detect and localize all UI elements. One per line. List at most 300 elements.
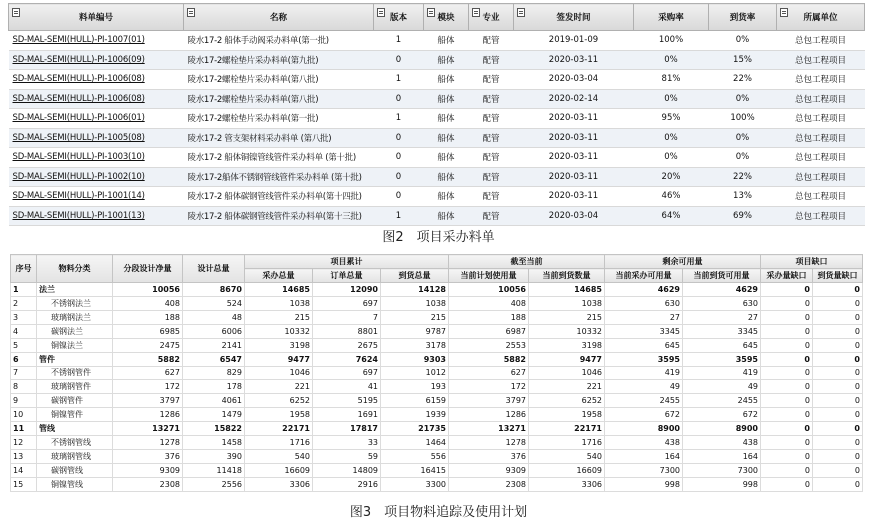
- cell-value: 2556: [183, 477, 245, 491]
- cell-value: 27: [683, 310, 761, 324]
- cell-value: 215: [245, 310, 313, 324]
- purchase-list-row[interactable]: [9, 109, 865, 129]
- cell-value: 0: [813, 463, 863, 477]
- cell-value: 164: [683, 450, 761, 464]
- figure-2-caption: 图2 项目采办料单: [382, 230, 495, 245]
- tracking-row[interactable]: [11, 422, 863, 436]
- column-header-seq[interactable]: 序号: [11, 255, 37, 283]
- cell-discipline: 配管: [469, 128, 514, 148]
- cell-version: 0: [374, 89, 424, 109]
- cell-value: 17817: [313, 422, 381, 436]
- cell-value: 9787: [381, 324, 449, 338]
- cell-version: 1: [374, 206, 424, 226]
- cell-value: 829: [183, 366, 245, 380]
- cell-value: 524: [183, 296, 245, 310]
- cell-category: 碳钢法兰: [37, 324, 113, 338]
- cell-value: 0: [761, 380, 813, 394]
- column-list-icon: [377, 8, 385, 17]
- cell-seq: 12: [11, 436, 37, 450]
- cell-unit: 总包工程项目: [777, 50, 865, 70]
- cell-value: 0: [813, 450, 863, 464]
- cell-value: 556: [381, 450, 449, 464]
- column-list-icon: [517, 8, 525, 17]
- cell-value: 11418: [183, 463, 245, 477]
- cell-value: 3300: [381, 477, 449, 491]
- cell-value: 1479: [183, 408, 245, 422]
- cell-value: 0: [761, 436, 813, 450]
- cell-purchase-rate: 81%: [634, 70, 709, 90]
- cell-value: 178: [183, 380, 245, 394]
- cell-issue-date: 2020-03-04: [514, 206, 634, 226]
- cell-category: 不锈钢法兰: [37, 296, 113, 310]
- cell-value: 6547: [183, 352, 245, 366]
- cell-value: 1046: [529, 366, 605, 380]
- cell-version: 0: [374, 187, 424, 207]
- cell-value: 1958: [529, 408, 605, 422]
- cell-value: 697: [313, 296, 381, 310]
- cell-value: 215: [381, 310, 449, 324]
- purchase-list-table: [8, 3, 865, 226]
- cell-value: 645: [683, 338, 761, 352]
- cell-value: 9477: [245, 352, 313, 366]
- cell-value: 0: [813, 380, 863, 394]
- cell-value: 164: [605, 450, 683, 464]
- cell-value: 630: [605, 296, 683, 310]
- cell-arrival-rate: 0%: [709, 89, 777, 109]
- cell-version: 0: [374, 167, 424, 187]
- cell-value: 408: [113, 296, 183, 310]
- cell-value: 6252: [529, 394, 605, 408]
- cell-value: 16609: [245, 463, 313, 477]
- cell-seq: 4: [11, 324, 37, 338]
- column-header-arrival-available[interactable]: 当前到货可用量: [683, 269, 761, 283]
- cell-unit: 总包工程项目: [777, 31, 865, 51]
- cell-value: 2141: [183, 338, 245, 352]
- column-header-arrived-qty[interactable]: 当前到货数量: [529, 269, 605, 283]
- cell-value: 215: [529, 310, 605, 324]
- cell-name: 陵水17-2 船体手动阀采办料单(第一批): [184, 31, 374, 51]
- column-list-icon: [472, 8, 480, 17]
- cell-value: 672: [683, 408, 761, 422]
- cell-category: 管线: [37, 422, 113, 436]
- cell-value: 697: [313, 366, 381, 380]
- tracking-row[interactable]: [11, 283, 863, 297]
- cell-value: 14809: [313, 463, 381, 477]
- cell-value: 49: [605, 380, 683, 394]
- cell-value: 14685: [529, 283, 605, 297]
- cell-purchase-rate: 64%: [634, 206, 709, 226]
- cell-value: 14685: [245, 283, 313, 297]
- cell-value: 7300: [683, 463, 761, 477]
- cell-value: 2916: [313, 477, 381, 491]
- cell-value: 3306: [529, 477, 605, 491]
- cell-purchase-rate: 95%: [634, 109, 709, 129]
- cell-value: 5882: [113, 352, 183, 366]
- cell-value: 0: [813, 422, 863, 436]
- column-list-icon: [12, 8, 20, 17]
- cell-value: 438: [605, 436, 683, 450]
- cell-discipline: 配管: [469, 50, 514, 70]
- column-header-purchase-available[interactable]: 当前采办可用量: [605, 269, 683, 283]
- cell-arrival-rate: 13%: [709, 187, 777, 207]
- cell-value: 627: [113, 366, 183, 380]
- cell-module: 船体: [424, 50, 469, 70]
- cell-code[interactable]: SD-MAL-SEMI(HULL)-PI-1003(10): [9, 148, 184, 168]
- purchase-list-row[interactable]: [9, 50, 865, 70]
- cell-code[interactable]: SD-MAL-SEMI(HULL)-PI-1006(08): [9, 89, 184, 109]
- cell-value: 419: [605, 366, 683, 380]
- cell-category: 玻璃钢管线: [37, 450, 113, 464]
- cell-value: 1716: [529, 436, 605, 450]
- cell-value: 3198: [529, 338, 605, 352]
- purchase-list-row[interactable]: [9, 187, 865, 207]
- cell-code[interactable]: SD-MAL-SEMI(HULL)-PI-1002(10): [9, 167, 184, 187]
- cell-category: 不锈钢管件: [37, 366, 113, 380]
- cell-purchase-rate: 0%: [634, 89, 709, 109]
- cell-value: 0: [813, 394, 863, 408]
- column-header-arrival-gap[interactable]: 到货量缺口: [813, 269, 863, 283]
- tracking-row[interactable]: [11, 352, 863, 366]
- cell-value: 0: [761, 477, 813, 491]
- cell-value: 221: [529, 380, 605, 394]
- column-header-purchase-rate[interactable]: 采购率: [634, 4, 709, 31]
- purchase-list-row[interactable]: [9, 89, 865, 109]
- cell-value: 540: [529, 450, 605, 464]
- cell-value: 13271: [449, 422, 529, 436]
- cell-value: 0: [761, 463, 813, 477]
- cell-name: 陵水17-2 船体碳钢管线管件采办料单(第十三批): [184, 206, 374, 226]
- cell-value: 1286: [449, 408, 529, 422]
- cell-module: 船体: [424, 148, 469, 168]
- column-header-design-total[interactable]: 设计总量: [183, 255, 245, 283]
- cell-value: 998: [683, 477, 761, 491]
- cell-value: 0: [761, 324, 813, 338]
- cell-value: 1958: [245, 408, 313, 422]
- cell-value: 1038: [529, 296, 605, 310]
- cell-code[interactable]: SD-MAL-SEMI(HULL)-PI-1007(01): [9, 31, 184, 51]
- cell-value: 0: [761, 296, 813, 310]
- tracking-row[interactable]: [11, 338, 863, 352]
- column-header-category[interactable]: 物料分类: [37, 255, 113, 283]
- material-tracking-body: [11, 283, 863, 492]
- cell-value: 8670: [183, 283, 245, 297]
- cell-value: 627: [449, 366, 529, 380]
- cell-unit: 总包工程项目: [777, 167, 865, 187]
- cell-code[interactable]: SD-MAL-SEMI(HULL)-PI-1005(08): [9, 128, 184, 148]
- cell-value: 4061: [183, 394, 245, 408]
- column-header-purchase-total[interactable]: 采办总量: [245, 269, 313, 283]
- cell-value: 7624: [313, 352, 381, 366]
- cell-value: 0: [761, 338, 813, 352]
- cell-value: 2675: [313, 338, 381, 352]
- cell-value: 4629: [683, 283, 761, 297]
- cell-value: 1464: [381, 436, 449, 450]
- cell-value: 172: [113, 380, 183, 394]
- cell-category: 管件: [37, 352, 113, 366]
- cell-value: 4629: [605, 283, 683, 297]
- cell-seq: 15: [11, 477, 37, 491]
- cell-value: 188: [449, 310, 529, 324]
- tracking-row[interactable]: [11, 296, 863, 310]
- cell-category: 铜镍管线: [37, 477, 113, 491]
- column-header-planned-usage[interactable]: 当前计划使用量: [449, 269, 529, 283]
- tracking-row[interactable]: [11, 463, 863, 477]
- column-header-code[interactable]: 料单编号: [9, 4, 184, 31]
- cell-value: 2455: [605, 394, 683, 408]
- cell-unit: 总包工程项目: [777, 187, 865, 207]
- column-list-icon: [780, 8, 788, 17]
- cell-arrival-rate: 69%: [709, 206, 777, 226]
- column-header-arrival-rate[interactable]: 到货率: [709, 4, 777, 31]
- purchase-list-row[interactable]: [9, 70, 865, 90]
- purchase-list-row[interactable]: [9, 128, 865, 148]
- purchase-list-row[interactable]: [9, 206, 865, 226]
- cell-value: 0: [761, 408, 813, 422]
- cell-value: 998: [605, 477, 683, 491]
- cell-value: 408: [449, 296, 529, 310]
- cell-purchase-rate: 0%: [634, 50, 709, 70]
- cell-value: 1278: [113, 436, 183, 450]
- cell-name: 陵水17-2螺栓垫片采办料单(第九批): [184, 50, 374, 70]
- cell-value: 9303: [381, 352, 449, 366]
- cell-version: 0: [374, 148, 424, 168]
- tracking-row[interactable]: [11, 436, 863, 450]
- cell-value: 2455: [683, 394, 761, 408]
- cell-arrival-rate: 100%: [709, 109, 777, 129]
- cell-value: 6987: [449, 324, 529, 338]
- cell-value: 5195: [313, 394, 381, 408]
- cell-value: 645: [605, 338, 683, 352]
- cell-category: 法兰: [37, 283, 113, 297]
- cell-value: 3345: [605, 324, 683, 338]
- cell-value: 10056: [449, 283, 529, 297]
- column-header-order-total[interactable]: 订单总量: [313, 269, 381, 283]
- cell-value: 6006: [183, 324, 245, 338]
- cell-value: 8900: [683, 422, 761, 436]
- cell-seq: 7: [11, 366, 37, 380]
- cell-module: 船体: [424, 128, 469, 148]
- tracking-row[interactable]: [11, 450, 863, 464]
- cell-code[interactable]: SD-MAL-SEMI(HULL)-PI-1006(08): [9, 70, 184, 90]
- column-header-purchase-gap[interactable]: 采办量缺口: [761, 269, 813, 283]
- cell-value: 7: [313, 310, 381, 324]
- cell-code[interactable]: SD-MAL-SEMI(HULL)-PI-1001(14): [9, 187, 184, 207]
- column-header-discipline[interactable]: 专业: [469, 4, 514, 31]
- cell-name: 陵水17-2螺栓垫片采办料单(第一批): [184, 109, 374, 129]
- cell-code[interactable]: SD-MAL-SEMI(HULL)-PI-1006(01): [9, 109, 184, 129]
- tracking-row[interactable]: [11, 477, 863, 491]
- purchase-list-row[interactable]: [9, 148, 865, 168]
- purchase-list-row[interactable]: [9, 167, 865, 187]
- cell-value: 0: [813, 352, 863, 366]
- column-header-version[interactable]: 版本: [374, 4, 424, 31]
- tracking-row[interactable]: [11, 408, 863, 422]
- cell-value: 0: [813, 408, 863, 422]
- cell-value: 2553: [449, 338, 529, 352]
- cell-value: 6159: [381, 394, 449, 408]
- cell-module: 船体: [424, 31, 469, 51]
- cell-value: 221: [245, 380, 313, 394]
- cell-issue-date: 2020-03-11: [514, 148, 634, 168]
- cell-category: 碳钢管线: [37, 463, 113, 477]
- cell-value: 3306: [245, 477, 313, 491]
- column-header-module[interactable]: 模块: [424, 4, 469, 31]
- cell-seq: 3: [11, 310, 37, 324]
- cell-arrival-rate: 22%: [709, 70, 777, 90]
- cell-seq: 14: [11, 463, 37, 477]
- cell-discipline: 配管: [469, 187, 514, 207]
- cell-seq: 6: [11, 352, 37, 366]
- cell-value: 0: [813, 283, 863, 297]
- cell-version: 1: [374, 70, 424, 90]
- cell-value: 0: [813, 366, 863, 380]
- tracking-row[interactable]: [11, 324, 863, 338]
- cell-purchase-rate: 0%: [634, 128, 709, 148]
- cell-value: 0: [761, 422, 813, 436]
- cell-value: 0: [761, 352, 813, 366]
- cell-value: 2308: [449, 477, 529, 491]
- group-header-to-date: 截至当前: [449, 255, 605, 269]
- cell-value: 188: [113, 310, 183, 324]
- cell-discipline: 配管: [469, 167, 514, 187]
- cell-value: 1278: [449, 436, 529, 450]
- cell-seq: 2: [11, 296, 37, 310]
- cell-issue-date: 2020-02-14: [514, 89, 634, 109]
- cell-unit: 总包工程项目: [777, 128, 865, 148]
- cell-purchase-rate: 46%: [634, 187, 709, 207]
- tracking-row[interactable]: [11, 380, 863, 394]
- column-header-arrival-total[interactable]: 到货总量: [381, 269, 449, 283]
- purchase-list-header-row: [9, 4, 865, 31]
- cell-value: 21735: [381, 422, 449, 436]
- cell-issue-date: 2020-03-11: [514, 109, 634, 129]
- cell-value: 3797: [449, 394, 529, 408]
- cell-value: 1286: [113, 408, 183, 422]
- cell-seq: 10: [11, 408, 37, 422]
- cell-arrival-rate: 0%: [709, 148, 777, 168]
- cell-value: 6252: [245, 394, 313, 408]
- cell-issue-date: 2020-03-11: [514, 50, 634, 70]
- cell-value: 630: [683, 296, 761, 310]
- cell-value: 3345: [683, 324, 761, 338]
- column-header-design-net[interactable]: 分段设计净量: [113, 255, 183, 283]
- cell-seq: 9: [11, 394, 37, 408]
- cell-discipline: 配管: [469, 70, 514, 90]
- cell-value: 27: [605, 310, 683, 324]
- cell-name: 陵水17-2 船体碳钢管线管件采办料单(第十四批): [184, 187, 374, 207]
- cell-unit: 总包工程项目: [777, 148, 865, 168]
- cell-value: 172: [449, 380, 529, 394]
- cell-name: 陵水17-2船体不锈钢管线管件采办料单 (第十批): [184, 167, 374, 187]
- tracking-row[interactable]: [11, 394, 863, 408]
- cell-module: 船体: [424, 187, 469, 207]
- cell-value: 1046: [245, 366, 313, 380]
- cell-unit: 总包工程项目: [777, 109, 865, 129]
- cell-purchase-rate: 100%: [634, 31, 709, 51]
- column-list-icon: [427, 8, 435, 17]
- cell-value: 1038: [381, 296, 449, 310]
- cell-purchase-rate: 20%: [634, 167, 709, 187]
- cell-value: 0: [761, 283, 813, 297]
- cell-value: 0: [761, 394, 813, 408]
- cell-discipline: 配管: [469, 109, 514, 129]
- material-tracking-table: [10, 254, 863, 492]
- cell-value: 7300: [605, 463, 683, 477]
- cell-value: 3178: [381, 338, 449, 352]
- cell-issue-date: 2020-03-11: [514, 187, 634, 207]
- cell-value: 8801: [313, 324, 381, 338]
- cell-discipline: 配管: [469, 89, 514, 109]
- cell-value: 1939: [381, 408, 449, 422]
- cell-category: 不锈钢管线: [37, 436, 113, 450]
- cell-value: 16415: [381, 463, 449, 477]
- cell-code[interactable]: SD-MAL-SEMI(HULL)-PI-1006(09): [9, 50, 184, 70]
- cell-name: 陵水17-2 管支架材料采办料单 (第八批): [184, 128, 374, 148]
- cell-value: 376: [113, 450, 183, 464]
- tracking-row[interactable]: [11, 310, 863, 324]
- cell-value: 15822: [183, 422, 245, 436]
- cell-value: 1038: [245, 296, 313, 310]
- tracking-row[interactable]: [11, 366, 863, 380]
- cell-value: 12090: [313, 283, 381, 297]
- cell-value: 8900: [605, 422, 683, 436]
- cell-value: 0: [813, 324, 863, 338]
- cell-value: 193: [381, 380, 449, 394]
- cell-code[interactable]: SD-MAL-SEMI(HULL)-PI-1001(13): [9, 206, 184, 226]
- group-header-remaining: 剩余可用量: [605, 255, 761, 269]
- cell-category: 碳钢管件: [37, 394, 113, 408]
- cell-value: 3797: [113, 394, 183, 408]
- cell-arrival-rate: 0%: [709, 128, 777, 148]
- cell-issue-date: 2020-03-11: [514, 167, 634, 187]
- cell-category: 铜镍管件: [37, 408, 113, 422]
- purchase-list-row[interactable]: [9, 31, 865, 51]
- cell-unit: 总包工程项目: [777, 70, 865, 90]
- column-header-issue-date[interactable]: 签发时间: [514, 4, 634, 31]
- cell-value: 10332: [529, 324, 605, 338]
- column-header-name[interactable]: 名称: [184, 4, 374, 31]
- cell-value: 5882: [449, 352, 529, 366]
- cell-value: 2475: [113, 338, 183, 352]
- cell-name: 陵水17-2螺栓垫片采办料单(第八批): [184, 89, 374, 109]
- cell-name: 陵水17-2螺栓垫片采办料单(第八批): [184, 70, 374, 90]
- cell-value: 0: [813, 477, 863, 491]
- cell-value: 13271: [113, 422, 183, 436]
- cell-issue-date: 2019-01-09: [514, 31, 634, 51]
- cell-value: 41: [313, 380, 381, 394]
- cell-seq: 8: [11, 380, 37, 394]
- cell-value: 3595: [683, 352, 761, 366]
- cell-value: 390: [183, 450, 245, 464]
- cell-value: 419: [683, 366, 761, 380]
- cell-module: 船体: [424, 206, 469, 226]
- cell-value: 2308: [113, 477, 183, 491]
- figure-3-caption: 图3 项目物料追踪及使用计划: [349, 505, 528, 520]
- cell-seq: 1: [11, 283, 37, 297]
- cell-value: 9309: [449, 463, 529, 477]
- cell-value: 22171: [529, 422, 605, 436]
- cell-version: 1: [374, 109, 424, 129]
- cell-value: 1691: [313, 408, 381, 422]
- column-header-unit[interactable]: 所属单位: [777, 4, 865, 31]
- cell-value: 14128: [381, 283, 449, 297]
- cell-value: 3595: [605, 352, 683, 366]
- cell-value: 0: [761, 366, 813, 380]
- cell-value: 33: [313, 436, 381, 450]
- cell-value: 540: [245, 450, 313, 464]
- cell-arrival-rate: 0%: [709, 31, 777, 51]
- cell-discipline: 配管: [469, 31, 514, 51]
